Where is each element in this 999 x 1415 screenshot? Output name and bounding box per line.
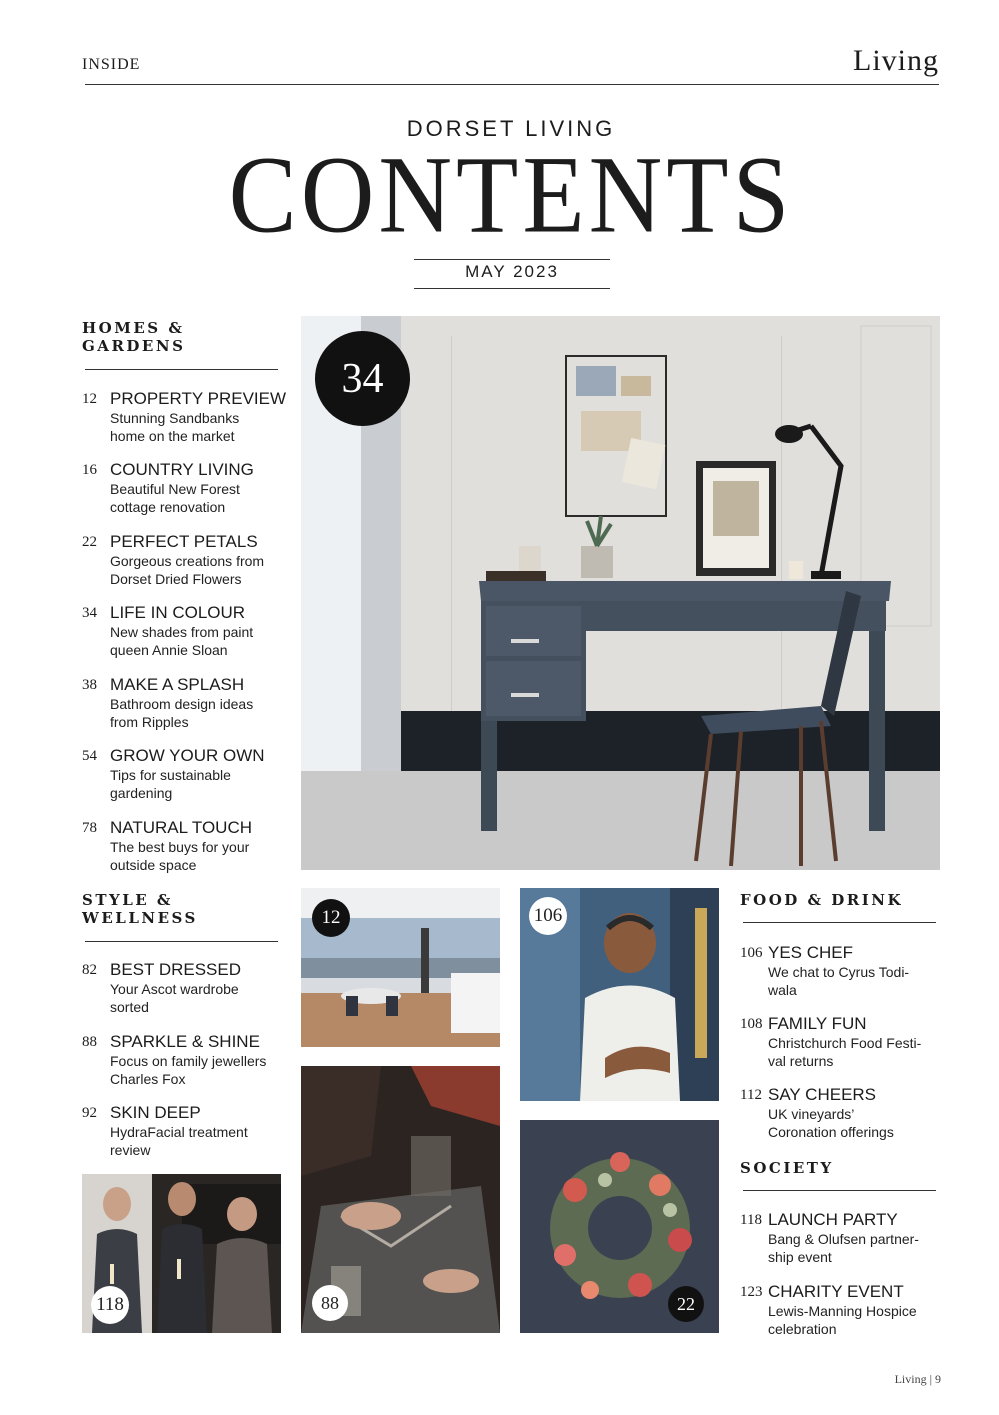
- page-badge: 118: [91, 1286, 129, 1324]
- desk-photo[interactable]: [301, 316, 940, 870]
- party-photo[interactable]: [82, 1174, 281, 1333]
- magazine-name: DORSET LIVING: [406, 116, 616, 141]
- section-heading-homes-gardens: HOMES & GARDENS: [82, 319, 186, 355]
- wreath-photo[interactable]: [520, 1120, 719, 1333]
- header-divider: [85, 84, 939, 85]
- page-badge: 34: [315, 331, 410, 426]
- footer-brand: Living: [894, 1372, 927, 1386]
- date-rule-bottom: [414, 288, 610, 289]
- footer-separator: |: [929, 1372, 932, 1386]
- section-heading-style-wellness: STYLE & WELLNESS: [82, 891, 198, 927]
- page-number: 9: [935, 1372, 941, 1386]
- chef-photo[interactable]: [520, 888, 719, 1101]
- section-divider: [85, 941, 278, 942]
- page-badge: 88: [312, 1285, 348, 1321]
- issue-date: MAY 2023: [465, 262, 559, 281]
- section-heading-society: SOCIETY: [740, 1159, 834, 1177]
- section-heading-food-drink: FOOD & DRINK: [740, 891, 904, 909]
- jewellery-photo[interactable]: [301, 1066, 500, 1333]
- section-divider: [85, 369, 278, 370]
- interior-photo[interactable]: [301, 888, 500, 1047]
- page-badge: 22: [668, 1286, 704, 1322]
- page-badge: 12: [312, 899, 350, 937]
- section-label: INSIDE: [82, 56, 141, 73]
- date-rule-top: [414, 259, 610, 260]
- section-divider: [743, 1190, 936, 1191]
- page-badge: 106: [529, 897, 567, 935]
- brand-logo-text: Living: [853, 44, 939, 77]
- page-footer: [895, 1372, 941, 1387]
- section-divider: [743, 922, 936, 923]
- page-title: CONTENTS: [228, 134, 794, 257]
